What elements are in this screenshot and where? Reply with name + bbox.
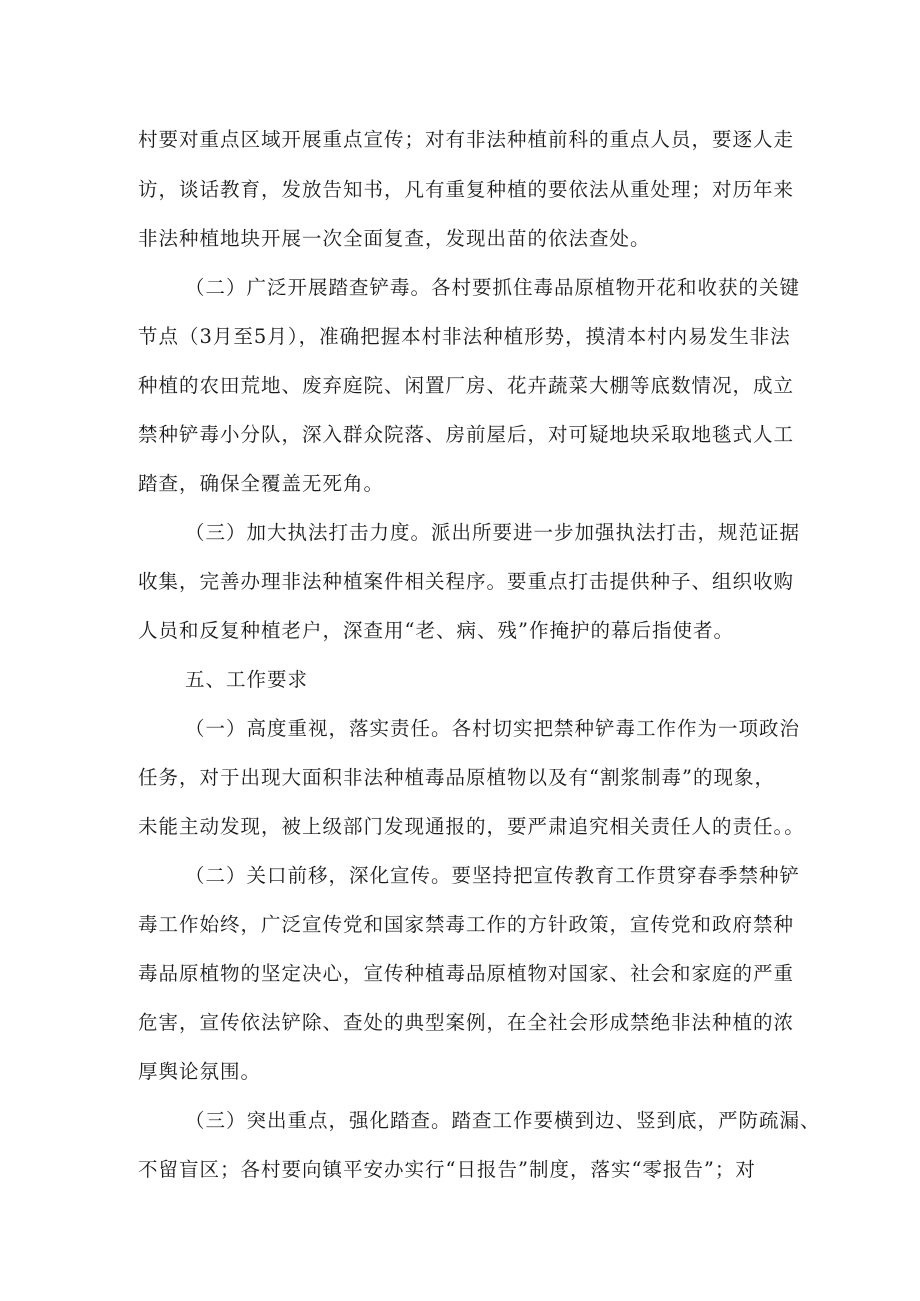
text-line-18: 毒品原植物的坚定决心，宣传种植毒品原植物对国家、社会和家庭的严重 <box>138 962 795 985</box>
text-line-5: 节点（3月至5月），准确把握本村非法种植形势，摸清本村内易发生非法 <box>138 325 791 348</box>
paragraph-7-first-line: （三）突出重点，强化踏查。踏查工作要横到边、竖到底，严防疏漏、 <box>185 1109 821 1132</box>
text-line-10: 收集，完善办理非法种植案件相关程序。要重点打击提供种子、组织收购 <box>138 570 795 593</box>
text-line-6: 种植的农田荒地、废弃庭院、闲置厂房、花卉蔬菜大棚等底数情况，成立 <box>138 374 795 397</box>
text-line-8: 踏查，确保全覆盖无死角。 <box>138 472 385 495</box>
paragraph-5-first-line: （一）高度重视，落实责任。各村切实把禁种铲毒工作作为一项政治 <box>185 717 801 740</box>
section-heading-work-requirements: 五、工作要求 <box>185 668 309 691</box>
paragraph-6-first-line: （二）关口前移，深化宣传。要坚持把宣传教育工作贯穿春季禁种铲 <box>185 864 801 887</box>
text-line-20: 厚舆论氛围。 <box>138 1060 262 1083</box>
text-line-15: 未能主动发现，被上级部门发现通报的，要严肃追究相关责任人的责任。。 <box>138 815 805 838</box>
paragraph-2-first-line: （二）广泛开展踏查铲毒。各村要抓住毒品原植物开花和收获的关键 <box>185 276 801 299</box>
text-line-1: 村要对重点区域开展重点宣传；对有非法种植前科的重点人员，要逐人走 <box>138 128 795 151</box>
text-line-14: 任务，对于出现大面积非法种植毒品原植物以及有“割浆制毒”的现象， <box>138 766 775 789</box>
text-line-17: 毒工作始终，广泛宣传党和国家禁毒工作的方针政策，宣传党和政府禁种 <box>138 913 795 936</box>
text-line-7: 禁种铲毒小分队，深入群众院落、房前屋后，对可疑地块采取地毯式人工 <box>138 423 795 446</box>
text-line-2: 访，谈话教育，发放告知书，凡有重复种植的要依法从重处理；对历年来 <box>138 178 795 201</box>
text-line-11: 人员和反复种植老户，深查用“老、病、残”作掩护的幕后指使者。 <box>138 619 734 642</box>
text-line-22: 不留盲区；各村要向镇平安办实行“日报告”制度，落实“零报告”；对 <box>138 1158 756 1181</box>
text-line-19: 危害，宣传依法铲除、查处的典型案例，在全社会形成禁绝非法种植的浓 <box>138 1011 795 1034</box>
paragraph-3-first-line: （三）加大执法打击力度。派出所要进一步加强执法打击，规范证据 <box>185 521 801 544</box>
text-line-3: 非法种植地块开展一次全面复查，发现出苗的依法查处。 <box>138 227 651 250</box>
